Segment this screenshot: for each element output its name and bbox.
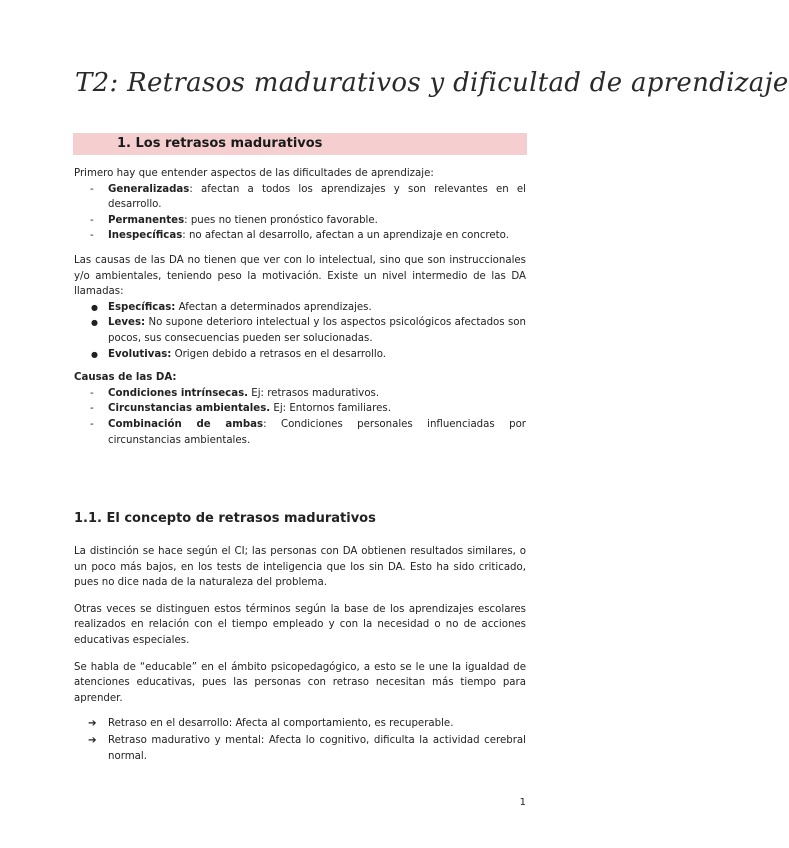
paragraph: La distinción se hace según el CI; las personas con DA obtienen resultados similares, o un poco más bajos, en los tests de inteligencia que los sin DA. Esto ha sido criticado, pues no dice nada de la naturaleza del problema. — [74, 546, 526, 589]
list-item: - Circunstancias ambientales. Ej: Entornos familiares. — [90, 403, 391, 415]
arrow-icon: ➔ — [88, 718, 97, 730]
causes-paragraph: Las causas de las DA no tienen que ver con lo intelectual, sino que son instruccionales y/o ambientales, teniendo peso la motivación. Existe un nivel intermedio de las DA llamadas: — [74, 254, 526, 298]
arrow-list — [74, 716, 526, 764]
list-item: - Generalizadas: afectan a todos los aprendizajes y son relevantes en el desarrollo. — [90, 183, 526, 211]
types-list — [74, 300, 526, 362]
list-item: - Combinación de ambas: Condiciones personales influenciadas por circunstancias ambientales. — [90, 418, 526, 446]
subsection-heading: 1.1. El concepto de retrasos madurativos — [74, 511, 376, 526]
list-item: - Condiciones intrínsecas. Ej: retrasos madurativos. — [90, 387, 380, 399]
paragraph: Se habla de “educable” en el ámbito psicopedagógico, a esto se le une la igualdad de atenciones educativas, pues las personas con retraso necesitan más tiempo para aprender. — [74, 661, 526, 704]
section-heading: 1. Los retrasos madurativos — [117, 136, 323, 151]
page-number: 1 — [519, 797, 526, 808]
aspects-list — [74, 182, 526, 244]
paragraph: Otras veces se distinguen estos términos según la base de los aprendizajes escolares realizados en relación con el tiempo empleado y con la necesidad o no de acciones educativas especiales. — [74, 603, 526, 646]
section-1-body — [74, 166, 526, 448]
list-item: - Permanentes: pues no tienen pronóstico favorable. — [90, 214, 378, 226]
list-item: ➔ Retraso en el desarrollo: Afecta al comportamiento, es recuperable. — [74, 716, 526, 732]
list-item: ➔ Retraso madurativo y mental: Afecta lo cognitivo, dificulta la actividad cerebral normal. — [88, 734, 526, 762]
list-item: ● Leves: No supone deterioro intelectual y los aspectos psicológicos afectados son pocos, sus consecuencias pueden ser solucionadas. — [91, 317, 526, 344]
section-heading-band — [73, 133, 527, 155]
causes-heading: Causas de las DA: — [74, 372, 177, 384]
intro-paragraph: Primero hay que entender aspectos de las dificultades de aprendizaje: — [74, 168, 434, 179]
document-title: T2: Retrasos madurativos y dificultad de aprendizaje — [75, 68, 789, 98]
list-item: ● Específicas: Afectan a determinados aprendizajes. — [91, 301, 372, 313]
causes-list — [74, 386, 526, 448]
section-1-1-body — [74, 544, 526, 764]
list-item: ● Evolutivas: Origen debido a retrasos en el desarrollo. — [91, 348, 387, 360]
list-item: - Inespecíficas: no afectan al desarrollo, afectan a un aprendizaje en concreto. — [90, 230, 509, 242]
arrow-icon: ➔ — [88, 734, 97, 746]
